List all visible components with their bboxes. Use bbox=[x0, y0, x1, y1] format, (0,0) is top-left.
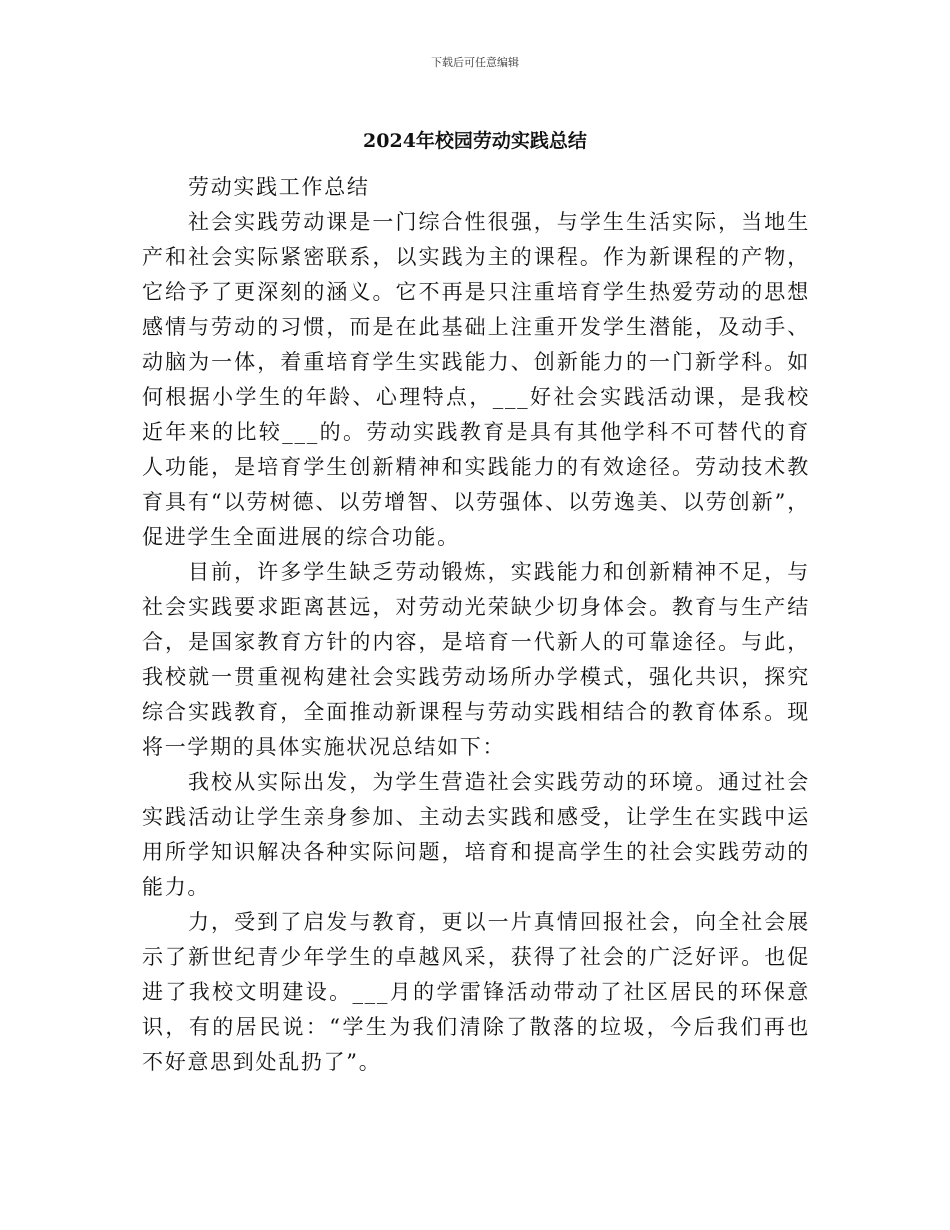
document-title: 2024年校园劳动实践总结 bbox=[363, 130, 587, 152]
document-body bbox=[142, 170, 810, 1080]
paragraph-practice-environment: 我校从实际出发，为学生营造社会实践劳动的环境。通过社会实践活动让学生亲身参加、主动去实践和感受，让学生在实践中运用所学知识解决各种实际问题，培育和提高学生的社会实践劳动的能力。 bbox=[142, 770, 810, 899]
section-heading: 劳动实践工作总结 bbox=[188, 175, 370, 199]
paragraph-current-status: 目前，许多学生缺乏劳动锻炼，实践能力和创新精神不足，与社会实践要求距离甚远，对劳动光荣缺少切身体会。教育与生产结合，是国家教育方针的内容，是培育一代新人的可靠途径。与此，我校就一贯重视构建社会实践劳动场所办学模式，强化共识，探究综合实践教育，全面推动新课程与劳动实践相结合的教育体系。现将一学期的具体实施状况总结如下： bbox=[142, 560, 810, 759]
paragraph-results: 力，受到了启发与教育，更以一片真情回报社会，向全社会展示了新世纪青少年学生的卓越风采，获得了社会的广泛好评。也促进了我校文明建设。___月的学雷锋活动带动了社区居民的环保意识，有的居民说：“学生为我们清除了散落的垃圾，今后我们再也不好意思到处乱扔了”。 bbox=[142, 910, 810, 1074]
page-header: 下载后可任意编辑 bbox=[431, 56, 519, 69]
paragraph-intro: 社会实践劳动课是一门综合性很强，与学生生活实际，当地生产和社会实际紧密联系，以实践为主的课程。作为新课程的产物，它给予了更深刻的涵义。它不再是只注重培育学生热爱劳动的思想感情与劳动的习惯，而是在此基础上注重开发学生潜能，及动手、动脑为一体，着重培育学生实践能力、创新能力的一门新学科。如何根据小学生的年龄、心理特点，___好社会实践活动课，是我校近年来的比较___的。劳动实践教育是具有其他学科不可替代的育人功能，是培育学生创新精神和实践能力的有效途径。劳动技术教育具有“以劳树德、以劳增智、以劳强体、以劳逸美、以劳创新”，促进学生全面进展的综合功能。 bbox=[142, 210, 810, 549]
